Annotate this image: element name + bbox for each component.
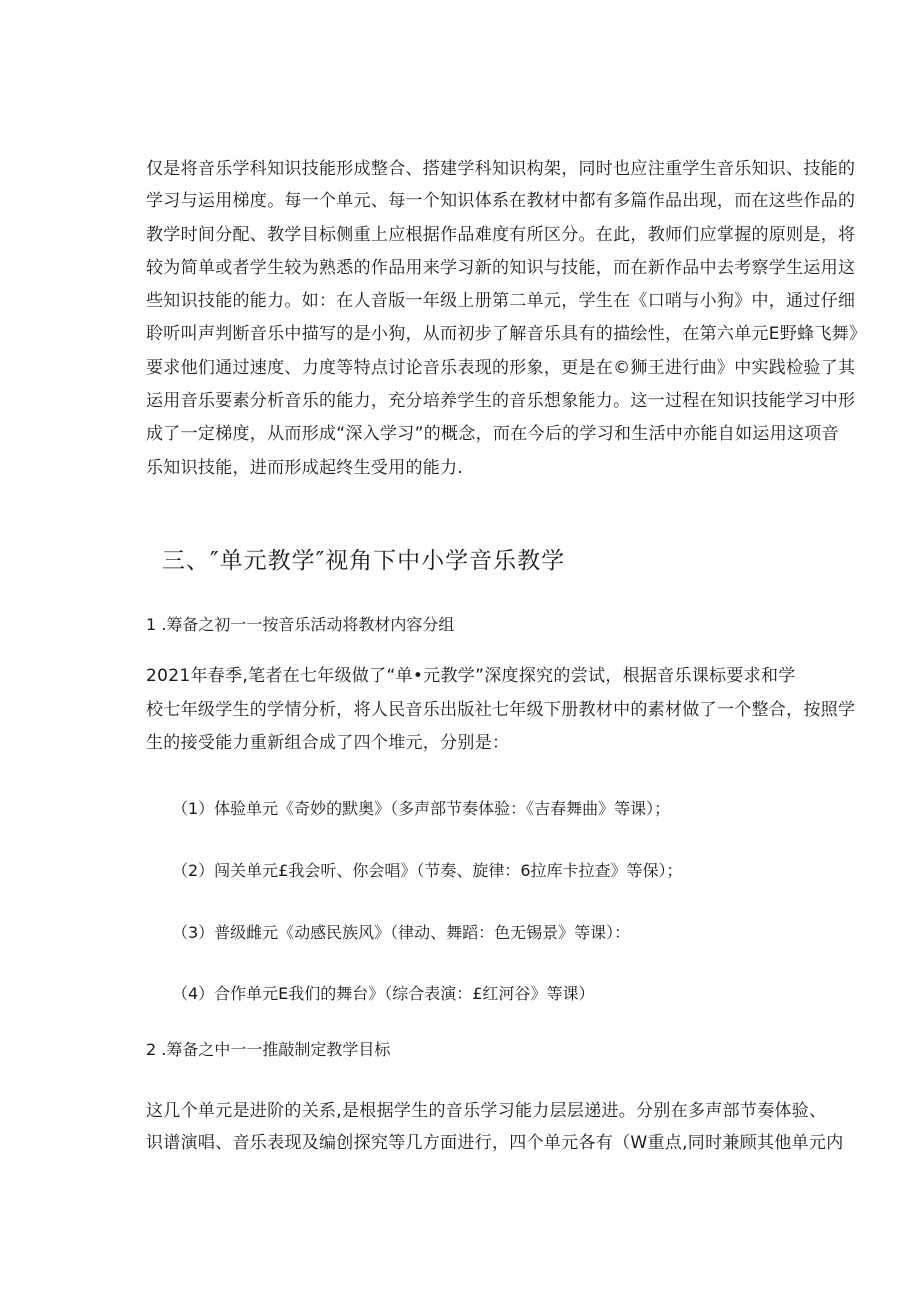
paragraph-line: 运用音乐要素分析音乐的能力，充分培养学生的音乐想象能力。这一过程在知识技能学习中形 xyxy=(146,391,856,411)
paragraph-line: 较为简单或者学生较为熟悉的作品用来学习新的知识与技能，而在新作品中去考察学生运用这 xyxy=(146,258,856,278)
paragraph-line: 仅是将音乐学科知识技能形成整合、搭建学科知识构架，同时也应注重学生音乐知识、技能的 xyxy=(146,159,856,179)
paragraph-line: 学习与运用梯度。每一个单元、每一个知识体系在教材中都有多篇作品出现，而在这些作品的 xyxy=(146,191,856,211)
list-item: （1）体验单元《奇妙的默奥》（多声部节奏体验：《吉春舞曲》等课）； xyxy=(172,799,671,818)
list-item: （3）普级雌元《动感民族风》（律动、舞蹈：色无锡景》等课）： xyxy=(172,923,631,942)
paragraph-line: 要求他们通过速度、力度等特点讨论音乐表现的形象，更是在©狮王进行曲》中实践检验了其 xyxy=(146,358,856,378)
section-heading: 三、″单元教学″视角下中小学音乐教学 xyxy=(162,548,566,574)
list-item: （4）合作单元E我们的舞台》（综合表演：£红河谷》等课） xyxy=(172,984,595,1003)
paragraph-line: 教学时间分配、教学目标侧重上应根据作品难度有所区分。在此，教师们应掌握的原则是，将 xyxy=(146,225,856,245)
subheading: 1 .筹备之初一一按音乐活动将教材内容分组 xyxy=(146,615,455,634)
paragraph-line: 2021年春季,笔者在七年级做了“单•元教学”深度探究的尝试，根据音乐课标要求和学 xyxy=(146,666,796,686)
paragraph-line: 识谱演唱、音乐表现及编创探究等几方面进行，四个单元各有（W重点,同时兼顾其他单元内 xyxy=(146,1133,844,1153)
paragraph-line: 乐知识技能，进而形成起终生受用的能力. xyxy=(146,458,464,478)
paragraph-line: 生的接受能力重新组合成了四个堆元，分别是： xyxy=(146,733,510,753)
paragraph-line: 这几个单元是进阶的关系,是根据学生的音乐学习能力层层递进。分别在多声部节奏体验、 xyxy=(146,1101,827,1121)
paragraph-line: 些知识技能的能力。如：在人音版一年级上册第二单元，学生在《口哨与小狗》中，通过仔细 xyxy=(146,291,856,311)
list-item: （2）闯关单元£我会听、你会唱》（节奏、旋律：6拉库卡拉查》等保）； xyxy=(172,861,683,880)
paragraph-line: 校七年级学生的学情分析，将人民音乐出版社七年级下册教材中的素材做了一个整合，按照学 xyxy=(146,700,856,720)
paragraph-line: 聆听叫声判断音乐中描写的是小狗，从而初步了解音乐具有的描绘性，在第六单元E野蜂飞舞》 xyxy=(146,324,867,344)
subheading: 2 .筹备之中一一推敲制定教学目标 xyxy=(146,1040,391,1059)
paragraph-line: 成了一定梯度，从而形成“深入学习”的概念，而在今后的学习和生活中亦能自如运用这项音 xyxy=(146,424,839,444)
